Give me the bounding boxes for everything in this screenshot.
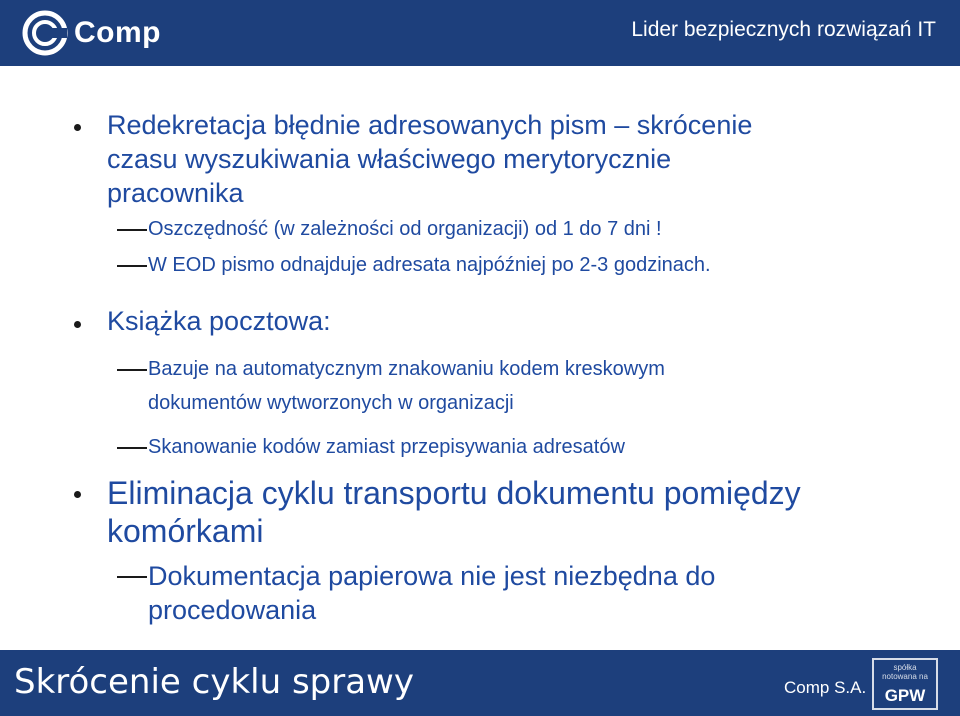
dash-marker	[117, 265, 147, 267]
dash-marker	[117, 369, 147, 371]
item3-line2: komórkami	[107, 513, 264, 549]
item1-sub1: Oszczędność (w zależności od organizacji) od 1 do 7 dni !	[148, 218, 662, 240]
item1-line3: pracownika	[107, 178, 244, 208]
item3-sub1-line2: procedowania	[148, 595, 317, 625]
item2-sub2: Skanowanie kodów zamiast przepisywania adresatów	[148, 436, 625, 458]
bullet-point	[74, 491, 81, 498]
company-logo	[22, 10, 161, 56]
bullet-point	[74, 321, 81, 328]
item1-line1: Redekretacja błędnie adresowanych pism – skrócenie	[107, 110, 753, 140]
slide-title: Skrócenie cyklu sprawy	[14, 662, 414, 702]
comp-logo-icon	[22, 10, 68, 56]
gpw-badge	[872, 658, 938, 710]
gpw-badge-line2: notowana na	[882, 672, 928, 681]
item1-sub2: W EOD pismo odnajduje adresata najpóźniej po 2-3 godzinach.	[148, 254, 711, 276]
footer-bar	[0, 650, 960, 716]
dash-marker	[117, 229, 147, 231]
item3-sub1-line1: Dokumentacja papierowa nie jest niezbędna do	[148, 561, 716, 591]
dash-marker	[117, 576, 147, 578]
header-tagline: Lider bezpiecznych rozwiązań IT	[631, 18, 936, 41]
item3-line1: Eliminacja cyklu transportu dokumentu pomiędzy	[107, 475, 801, 511]
item2-sub1-line1: Bazuje na automatycznym znakowaniu kodem kreskowym	[148, 358, 665, 380]
header-bar	[0, 0, 960, 66]
item1-line2: czasu wyszukiwania właściwego merytorycznie	[107, 144, 672, 174]
dash-marker	[117, 447, 147, 449]
item2-line1: Książka pocztowa:	[107, 306, 331, 336]
gpw-badge-main: GPW	[884, 686, 926, 705]
gpw-badge-line1: spółka	[893, 663, 917, 672]
bullet-point	[74, 124, 81, 131]
brand-name: Comp	[74, 16, 161, 49]
footer-company-name: Comp S.A.	[784, 678, 867, 697]
item2-sub1-line2: dokumentów wytworzonych w organizacji	[148, 392, 514, 414]
slide-content	[0, 66, 960, 650]
